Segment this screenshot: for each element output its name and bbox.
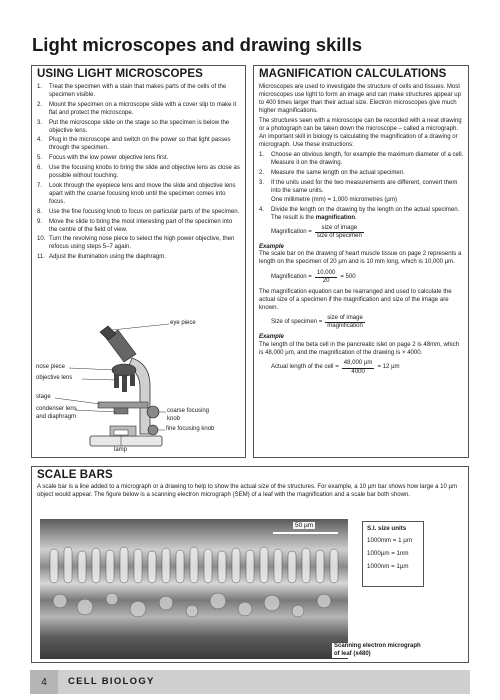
list-item: 2. Mount the specimen on a microscope slide with a cover slip to make it flat and protect the microscope. [37, 101, 237, 116]
microscope-steps-list [37, 84, 241, 262]
page-footer [30, 670, 470, 694]
size-equation: Size of specimen = $\frac{\text{size of image}}{\text{magnification}}$ [271, 314, 363, 330]
list-item: 9. Move the slide to bring the most interesting part of the specimen into the centre of the field of view. [37, 218, 233, 233]
label-nose-piece: nose piece [36, 364, 66, 370]
leaf-cross-section [40, 519, 348, 659]
list-item: 8. Use the fine focusing knob to focus on particular parts of the specimen. [37, 208, 240, 215]
magnification-calculations-box [253, 65, 469, 458]
list-item: 11. Adjust the illumination using the diaphragm. [37, 254, 166, 261]
si-unit-row: 1000nm = 1µm [367, 563, 409, 570]
list-item: 6. Use the focusing knobs to bring the slide and objective lens as close as possible without touching. [37, 165, 240, 180]
label-condenser: condenser lens [36, 406, 77, 412]
label-eye-piece: eye piece [170, 320, 196, 326]
example-label: Example [259, 243, 284, 250]
fraction: $\frac{10,000}{20}$ [316, 269, 336, 285]
unit-conversion-note: One millimetre (mm) = 1,000 micrometres (µm) [271, 196, 397, 203]
paragraph: Microscopes are used to investigate the structure of cells and tissues. Most microscopes use light to form an image and can make structures appear up to 400 times larger than their actual size. Electron microscopes give much higher magnifications. [259, 84, 462, 114]
magnification-text [259, 84, 464, 376]
example-equation: Magnification = $\frac{10,000}{20}$ = 500 [271, 269, 356, 285]
sem-caption: Scanning electron micrograph of leaf (x480) [334, 643, 421, 657]
label-coarse-focusing: coarse focusing [167, 408, 210, 414]
label-stage: stage [36, 394, 51, 400]
si-unit-row: 1000mm = 1 µm [367, 537, 413, 544]
paragraph: The magnification equation can be rearranged and used to calculate the actual size of a specimen if the magnification and size of the image are known. [259, 288, 452, 311]
paragraph: The structures seen with a microscope can be recorded with a neat drawing or a photograph can be taken down the microscope – called a micrograph. An important skill in biology is calculating the magnification of a drawing or micrograph. Use these instructions: [259, 118, 462, 148]
scale-bars-text: A scale bar is a line added to a micrograph or a drawing to help to show the actual size of the structures. For example, a 10 µm bar shows how large a 10 µm object would appear. The figure below is a scanning electron micrograph (SEM) of a leaf with the magnification and a scale bar both shown. [37, 484, 458, 498]
page-number: 4 [30, 670, 58, 694]
scale-bar-label: 50 µm [295, 522, 314, 529]
list-item: 1. Choose an obvious length, for example the maximum diameter of a cell. Measure it on the drawing. [259, 152, 464, 167]
si-units-title: S.I. size units [367, 525, 407, 532]
paragraph: The scale bar on the drawing of heart muscle tissue on page 2 represents a length on the specimen of 20 µm and is 10 mm long, which is 10,000 µm. [259, 251, 462, 266]
list-item: 5. Focus with the low power objective lens first. [37, 155, 169, 162]
si-unit-row: 1000µm = 1nm [367, 550, 409, 557]
page-title: Light microscopes and drawing skills [32, 34, 362, 55]
list-item: 3. Put the microscope slide on the stage so the specimen is below the objective lens. [37, 119, 230, 134]
microscope-diagram [32, 316, 245, 458]
label-fine-focusing: fine focusing knob [166, 426, 215, 432]
example-label: Example [259, 333, 284, 340]
section-heading: USING LIGHT MICROSCOPES [37, 68, 203, 80]
label-coarse-knob: knob [167, 416, 181, 422]
list-item: 1. Treat the specimen with a stain that makes parts of the cells of the specimen visible. [37, 84, 227, 98]
sem-micrograph [40, 519, 348, 659]
section-heading: MAGNIFICATION CALCULATIONS [259, 68, 447, 80]
fraction: $\frac{\text{size of image}}{\text{magnification}}$ [327, 314, 363, 330]
microscope-illustration [32, 316, 245, 458]
label-objective-lens: objective lens [36, 375, 73, 381]
list-item: 2. Measure the same length on the actual specimen. [259, 170, 405, 177]
list-item: 4. Divide the length on the drawing by the length on the actual specimen. The result is the magnification. Magnification = $\frac{\text{size of image}}{\text{size of specimen}}$ [259, 207, 464, 241]
scale-bars-box [31, 466, 469, 663]
magnification-steps-list [259, 152, 464, 240]
label-diaphragm: and diaphragm [36, 414, 77, 420]
list-item: 7. Look through the eyepiece lens and move the slide and objective lens apart with the coarse focusing knob until the specimen comes into focus. [37, 182, 236, 205]
list-item: 10. Turn the revolving nose piece to select the high power objective, then refocus using steps 5–7 again. [37, 236, 235, 251]
actual-length-equation: Actual length of the cell = $\frac{\text{48,000 µm}}{4000}$ = 12 µm [271, 360, 400, 375]
section-heading: SCALE BARS [37, 469, 113, 481]
si-units-box [362, 521, 424, 587]
magnification-equation: Magnification = $\frac{\text{size of image}}{\text{size of specimen}}$ [271, 224, 362, 239]
list-item: 4. Plug in the microscope and switch on the power so that light passes through the specimen. [37, 137, 231, 152]
label-lamp: lamp [114, 447, 128, 453]
list-item: 3. If the units used for the two measurements are different, convert them into the same units. One millimetre (mm) = 1,000 micrometres (µm) [259, 180, 464, 205]
chapter-title: CELL BIOLOGY [68, 676, 155, 687]
using-light-microscopes-box [31, 65, 246, 458]
paragraph: The length of the beta cell in the pancreatic islet on page 2 is 48mm, which is 48,000 µm, and the magnification of the drawing is × 4000. [259, 341, 459, 356]
fraction: $\frac{\text{48,000 µm}}{4000}$ [343, 360, 373, 375]
fraction: $\frac{\text{size of image}}{\text{size of specimen}}$ [316, 224, 362, 239]
